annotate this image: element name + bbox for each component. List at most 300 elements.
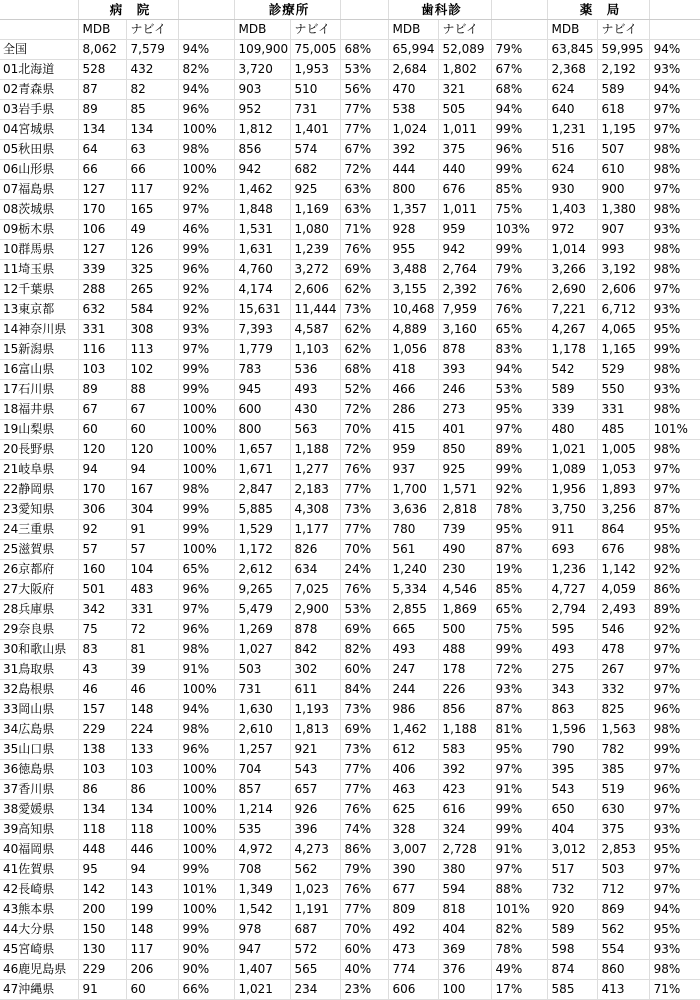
pharmacy-ratio-cell: 97% bbox=[649, 880, 700, 900]
clinic-ratio-cell: 73% bbox=[340, 500, 388, 520]
hospital-ratio-cell: 100% bbox=[178, 760, 234, 780]
dental-mdb-cell: 1,240 bbox=[388, 560, 438, 580]
pharmacy-navii-cell: 332 bbox=[597, 680, 649, 700]
pharmacy-navii-cell: 1,165 bbox=[597, 340, 649, 360]
dental-mdb-cell: 986 bbox=[388, 700, 438, 720]
hospital-mdb-cell: 501 bbox=[78, 580, 126, 600]
hospital-navii-cell: 120 bbox=[126, 440, 178, 460]
dental-ratio-cell: 103% bbox=[491, 220, 547, 240]
hospital-navii-cell: 91 bbox=[126, 520, 178, 540]
dental-ratio-cell: 49% bbox=[491, 960, 547, 980]
table-row bbox=[0, 980, 700, 1000]
clinic-mdb-cell: 4,972 bbox=[234, 840, 290, 860]
dental-navii-cell: 1,011 bbox=[438, 120, 491, 140]
pharmacy-navii-cell: 550 bbox=[597, 380, 649, 400]
pharmacy-ratio-cell: 93% bbox=[649, 300, 700, 320]
clinic-ratio-cell: 63% bbox=[340, 200, 388, 220]
hospital-mdb-cell: 91 bbox=[78, 980, 126, 1000]
dental-mdb-cell: 3,636 bbox=[388, 500, 438, 520]
subheader-navii: ナビイ bbox=[597, 20, 649, 40]
table-row bbox=[0, 760, 700, 780]
clinic-ratio-cell: 77% bbox=[340, 120, 388, 140]
pharmacy-ratio-cell: 98% bbox=[649, 720, 700, 740]
subheader-mdb: MDB bbox=[388, 20, 438, 40]
hospital-mdb-cell: 170 bbox=[78, 200, 126, 220]
prefecture-cell: 10群馬県 bbox=[0, 240, 78, 260]
prefecture-cell: 41佐賀県 bbox=[0, 860, 78, 880]
table-row bbox=[0, 580, 700, 600]
hospital-mdb-cell: 95 bbox=[78, 860, 126, 880]
table-row bbox=[0, 700, 700, 720]
hospital-ratio-cell: 100% bbox=[178, 420, 234, 440]
dental-ratio-cell: 91% bbox=[491, 780, 547, 800]
dental-ratio-cell: 76% bbox=[491, 280, 547, 300]
pharmacy-ratio-cell: 97% bbox=[649, 180, 700, 200]
pharmacy-ratio-cell: 97% bbox=[649, 860, 700, 880]
dental-ratio-cell: 99% bbox=[491, 800, 547, 820]
prefecture-cell: 20長野県 bbox=[0, 440, 78, 460]
dental-mdb-cell: 392 bbox=[388, 140, 438, 160]
dental-ratio-cell: 99% bbox=[491, 160, 547, 180]
hospital-navii-cell: 7,579 bbox=[126, 40, 178, 60]
dental-navii-cell: 2,764 bbox=[438, 260, 491, 280]
dental-mdb-cell: 1,024 bbox=[388, 120, 438, 140]
hospital-navii-cell: 86 bbox=[126, 780, 178, 800]
clinic-navii-cell: 1,191 bbox=[290, 900, 340, 920]
dental-ratio-cell: 94% bbox=[491, 100, 547, 120]
pharmacy-ratio-cell: 97% bbox=[649, 680, 700, 700]
pharmacy-navii-cell: 503 bbox=[597, 860, 649, 880]
pharmacy-mdb-cell: 1,403 bbox=[547, 200, 597, 220]
clinic-ratio-cell: 79% bbox=[340, 860, 388, 880]
dental-navii-cell: 4,546 bbox=[438, 580, 491, 600]
clinic-mdb-cell: 1,542 bbox=[234, 900, 290, 920]
clinic-ratio-cell: 76% bbox=[340, 240, 388, 260]
hospital-ratio-cell: 98% bbox=[178, 640, 234, 660]
prefecture-cell: 33岡山県 bbox=[0, 700, 78, 720]
clinic-ratio-cell: 67% bbox=[340, 140, 388, 160]
table-row bbox=[0, 920, 700, 940]
clinic-mdb-cell: 856 bbox=[234, 140, 290, 160]
clinic-navii-cell: 572 bbox=[290, 940, 340, 960]
hospital-ratio-cell: 100% bbox=[178, 820, 234, 840]
dental-ratio-cell: 99% bbox=[491, 820, 547, 840]
clinic-mdb-cell: 1,848 bbox=[234, 200, 290, 220]
hospital-navii-cell: 81 bbox=[126, 640, 178, 660]
hospital-navii-cell: 143 bbox=[126, 880, 178, 900]
dental-ratio-cell: 79% bbox=[491, 40, 547, 60]
dental-ratio-cell: 78% bbox=[491, 940, 547, 960]
dental-mdb-cell: 492 bbox=[388, 920, 438, 940]
table-row bbox=[0, 660, 700, 680]
dental-mdb-cell: 561 bbox=[388, 540, 438, 560]
pharmacy-navii-cell: 1,005 bbox=[597, 440, 649, 460]
clinic-ratio-cell: 24% bbox=[340, 560, 388, 580]
hospital-navii-cell: 63 bbox=[126, 140, 178, 160]
hospital-navii-cell: 72 bbox=[126, 620, 178, 640]
dental-ratio-cell: 81% bbox=[491, 720, 547, 740]
pharmacy-ratio-cell: 98% bbox=[649, 260, 700, 280]
dental-mdb-cell: 65,994 bbox=[388, 40, 438, 60]
group-header-clinic: 診療所 bbox=[234, 0, 340, 20]
hospital-navii-cell: 39 bbox=[126, 660, 178, 680]
dental-navii-cell: 226 bbox=[438, 680, 491, 700]
pharmacy-navii-cell: 478 bbox=[597, 640, 649, 660]
dental-navii-cell: 942 bbox=[438, 240, 491, 260]
hospital-mdb-cell: 106 bbox=[78, 220, 126, 240]
prefecture-cell: 35山口県 bbox=[0, 740, 78, 760]
clinic-mdb-cell: 535 bbox=[234, 820, 290, 840]
pharmacy-mdb-cell: 2,690 bbox=[547, 280, 597, 300]
hospital-ratio-cell: 46% bbox=[178, 220, 234, 240]
dental-mdb-cell: 2,855 bbox=[388, 600, 438, 620]
pharmacy-navii-cell: 507 bbox=[597, 140, 649, 160]
hospital-mdb-cell: 66 bbox=[78, 160, 126, 180]
clinic-navii-cell: 3,272 bbox=[290, 260, 340, 280]
dental-mdb-cell: 780 bbox=[388, 520, 438, 540]
clinic-mdb-cell: 1,257 bbox=[234, 740, 290, 760]
hospital-ratio-cell: 99% bbox=[178, 380, 234, 400]
pharmacy-ratio-cell: 94% bbox=[649, 80, 700, 100]
clinic-navii-cell: 2,606 bbox=[290, 280, 340, 300]
hospital-navii-cell: 57 bbox=[126, 540, 178, 560]
clinic-mdb-cell: 1,021 bbox=[234, 980, 290, 1000]
pharmacy-ratio-cell: 98% bbox=[649, 200, 700, 220]
dental-mdb-cell: 625 bbox=[388, 800, 438, 820]
pharmacy-navii-cell: 869 bbox=[597, 900, 649, 920]
hospital-mdb-cell: 134 bbox=[78, 120, 126, 140]
hospital-mdb-cell: 306 bbox=[78, 500, 126, 520]
dental-ratio-cell: 96% bbox=[491, 140, 547, 160]
clinic-ratio-cell: 74% bbox=[340, 820, 388, 840]
clinic-ratio-cell: 72% bbox=[340, 160, 388, 180]
pharmacy-mdb-cell: 1,014 bbox=[547, 240, 597, 260]
dental-mdb-cell: 247 bbox=[388, 660, 438, 680]
hospital-mdb-cell: 120 bbox=[78, 440, 126, 460]
hospital-mdb-cell: 150 bbox=[78, 920, 126, 940]
pharmacy-ratio-cell: 96% bbox=[649, 780, 700, 800]
prefecture-cell: 24三重県 bbox=[0, 520, 78, 540]
prefecture-cell: 21岐阜県 bbox=[0, 460, 78, 480]
clinic-mdb-cell: 5,479 bbox=[234, 600, 290, 620]
dental-mdb-cell: 390 bbox=[388, 860, 438, 880]
table-row bbox=[0, 500, 700, 520]
pharmacy-mdb-cell: 624 bbox=[547, 160, 597, 180]
pharmacy-ratio-cell: 97% bbox=[649, 760, 700, 780]
dental-navii-cell: 583 bbox=[438, 740, 491, 760]
prefecture-cell: 32島根県 bbox=[0, 680, 78, 700]
pharmacy-navii-cell: 2,606 bbox=[597, 280, 649, 300]
clinic-ratio-cell: 60% bbox=[340, 940, 388, 960]
prefecture-cell: 36徳島県 bbox=[0, 760, 78, 780]
hospital-mdb-cell: 127 bbox=[78, 180, 126, 200]
dental-mdb-cell: 538 bbox=[388, 100, 438, 120]
dental-ratio-cell: 89% bbox=[491, 440, 547, 460]
hospital-ratio-cell: 100% bbox=[178, 840, 234, 860]
hospital-ratio-cell: 66% bbox=[178, 980, 234, 1000]
table-row bbox=[0, 960, 700, 980]
pharmacy-navii-cell: 900 bbox=[597, 180, 649, 200]
dental-mdb-cell: 1,462 bbox=[388, 720, 438, 740]
clinic-mdb-cell: 800 bbox=[234, 420, 290, 440]
hospital-ratio-cell: 94% bbox=[178, 80, 234, 100]
table-row bbox=[0, 140, 700, 160]
clinic-ratio-cell: 72% bbox=[340, 440, 388, 460]
hospital-mdb-cell: 200 bbox=[78, 900, 126, 920]
clinic-ratio-cell: 70% bbox=[340, 420, 388, 440]
hospital-mdb-cell: 448 bbox=[78, 840, 126, 860]
prefecture-cell: 04宮城県 bbox=[0, 120, 78, 140]
prefecture-cell: 14神奈川県 bbox=[0, 320, 78, 340]
dental-ratio-cell: 78% bbox=[491, 500, 547, 520]
hospital-ratio-cell: 99% bbox=[178, 860, 234, 880]
pharmacy-navii-cell: 610 bbox=[597, 160, 649, 180]
pharmacy-mdb-cell: 911 bbox=[547, 520, 597, 540]
clinic-ratio-cell: 72% bbox=[340, 400, 388, 420]
clinic-navii-cell: 687 bbox=[290, 920, 340, 940]
clinic-ratio-cell: 56% bbox=[340, 80, 388, 100]
pharmacy-mdb-cell: 1,236 bbox=[547, 560, 597, 580]
table-row bbox=[0, 780, 700, 800]
pharmacy-ratio-cell: 95% bbox=[649, 320, 700, 340]
hospital-navii-cell: 483 bbox=[126, 580, 178, 600]
clinic-navii-cell: 536 bbox=[290, 360, 340, 380]
clinic-navii-cell: 611 bbox=[290, 680, 340, 700]
clinic-mdb-cell: 9,265 bbox=[234, 580, 290, 600]
clinic-navii-cell: 510 bbox=[290, 80, 340, 100]
clinic-navii-cell: 2,900 bbox=[290, 600, 340, 620]
prefecture-cell: 19山梨県 bbox=[0, 420, 78, 440]
clinic-mdb-cell: 1,630 bbox=[234, 700, 290, 720]
hospital-ratio-cell: 100% bbox=[178, 460, 234, 480]
pharmacy-mdb-cell: 343 bbox=[547, 680, 597, 700]
prefecture-cell: 42長崎県 bbox=[0, 880, 78, 900]
clinic-navii-cell: 1,193 bbox=[290, 700, 340, 720]
clinic-mdb-cell: 1,172 bbox=[234, 540, 290, 560]
dental-navii-cell: 393 bbox=[438, 360, 491, 380]
pharmacy-mdb-cell: 1,021 bbox=[547, 440, 597, 460]
hospital-mdb-cell: 632 bbox=[78, 300, 126, 320]
clinic-ratio-cell: 73% bbox=[340, 700, 388, 720]
hospital-mdb-cell: 229 bbox=[78, 960, 126, 980]
clinic-mdb-cell: 952 bbox=[234, 100, 290, 120]
pharmacy-navii-cell: 1,195 bbox=[597, 120, 649, 140]
dental-ratio-cell: 94% bbox=[491, 360, 547, 380]
subheader-navii: ナビイ bbox=[290, 20, 340, 40]
pharmacy-mdb-cell: 930 bbox=[547, 180, 597, 200]
hospital-mdb-cell: 83 bbox=[78, 640, 126, 660]
clinic-navii-cell: 493 bbox=[290, 380, 340, 400]
pharmacy-navii-cell: 860 bbox=[597, 960, 649, 980]
table-row bbox=[0, 200, 700, 220]
hospital-ratio-cell: 100% bbox=[178, 160, 234, 180]
clinic-mdb-cell: 1,531 bbox=[234, 220, 290, 240]
hospital-navii-cell: 49 bbox=[126, 220, 178, 240]
dental-mdb-cell: 612 bbox=[388, 740, 438, 760]
dental-ratio-cell: 53% bbox=[491, 380, 547, 400]
table-row bbox=[0, 160, 700, 180]
pharmacy-ratio-cell: 97% bbox=[649, 120, 700, 140]
hospital-navii-cell: 308 bbox=[126, 320, 178, 340]
dental-navii-cell: 392 bbox=[438, 760, 491, 780]
pharmacy-ratio-cell: 98% bbox=[649, 960, 700, 980]
clinic-mdb-cell: 5,885 bbox=[234, 500, 290, 520]
pharmacy-navii-cell: 554 bbox=[597, 940, 649, 960]
dental-mdb-cell: 3,007 bbox=[388, 840, 438, 860]
hospital-mdb-cell: 528 bbox=[78, 60, 126, 80]
hospital-ratio-cell: 100% bbox=[178, 780, 234, 800]
clinic-mdb-cell: 109,900 bbox=[234, 40, 290, 60]
hospital-navii-cell: 224 bbox=[126, 720, 178, 740]
clinic-mdb-cell: 1,671 bbox=[234, 460, 290, 480]
spacer-cell bbox=[178, 0, 234, 20]
dental-mdb-cell: 959 bbox=[388, 440, 438, 460]
hospital-ratio-cell: 90% bbox=[178, 940, 234, 960]
hospital-navii-cell: 165 bbox=[126, 200, 178, 220]
prefecture-cell: 30和歌山県 bbox=[0, 640, 78, 660]
hospital-mdb-cell: 60 bbox=[78, 420, 126, 440]
pharmacy-navii-cell: 331 bbox=[597, 400, 649, 420]
dental-mdb-cell: 809 bbox=[388, 900, 438, 920]
hospital-navii-cell: 60 bbox=[126, 980, 178, 1000]
prefecture-cell: 31鳥取県 bbox=[0, 660, 78, 680]
clinic-navii-cell: 1,177 bbox=[290, 520, 340, 540]
hospital-mdb-cell: 134 bbox=[78, 800, 126, 820]
clinic-ratio-cell: 63% bbox=[340, 180, 388, 200]
hospital-navii-cell: 88 bbox=[126, 380, 178, 400]
hospital-navii-cell: 134 bbox=[126, 800, 178, 820]
prefecture-cell: 34広島県 bbox=[0, 720, 78, 740]
clinic-ratio-cell: 69% bbox=[340, 620, 388, 640]
hospital-mdb-cell: 170 bbox=[78, 480, 126, 500]
pharmacy-mdb-cell: 589 bbox=[547, 380, 597, 400]
table-row bbox=[0, 540, 700, 560]
dental-navii-cell: 3,160 bbox=[438, 320, 491, 340]
pharmacy-ratio-cell: 101% bbox=[649, 420, 700, 440]
hospital-ratio-cell: 99% bbox=[178, 500, 234, 520]
pharmacy-ratio-cell: 97% bbox=[649, 480, 700, 500]
dental-ratio-cell: 95% bbox=[491, 520, 547, 540]
dental-navii-cell: 1,571 bbox=[438, 480, 491, 500]
pharmacy-navii-cell: 676 bbox=[597, 540, 649, 560]
clinic-navii-cell: 563 bbox=[290, 420, 340, 440]
pharmacy-navii-cell: 562 bbox=[597, 920, 649, 940]
hospital-navii-cell: 66 bbox=[126, 160, 178, 180]
clinic-mdb-cell: 978 bbox=[234, 920, 290, 940]
hospital-ratio-cell: 92% bbox=[178, 280, 234, 300]
hospital-mdb-cell: 288 bbox=[78, 280, 126, 300]
pharmacy-ratio-cell: 97% bbox=[649, 100, 700, 120]
pharmacy-mdb-cell: 543 bbox=[547, 780, 597, 800]
table-row bbox=[0, 860, 700, 880]
pharmacy-navii-cell: 907 bbox=[597, 220, 649, 240]
prefecture-cell: 46鹿児島県 bbox=[0, 960, 78, 980]
table-row bbox=[0, 320, 700, 340]
hospital-ratio-cell: 92% bbox=[178, 180, 234, 200]
clinic-navii-cell: 1,103 bbox=[290, 340, 340, 360]
clinic-ratio-cell: 53% bbox=[340, 600, 388, 620]
table-row bbox=[0, 600, 700, 620]
hospital-mdb-cell: 118 bbox=[78, 820, 126, 840]
clinic-navii-cell: 926 bbox=[290, 800, 340, 820]
dental-navii-cell: 423 bbox=[438, 780, 491, 800]
hospital-navii-cell: 167 bbox=[126, 480, 178, 500]
dental-navii-cell: 380 bbox=[438, 860, 491, 880]
hospital-ratio-cell: 100% bbox=[178, 120, 234, 140]
prefecture-cell: 06山形県 bbox=[0, 160, 78, 180]
clinic-navii-cell: 574 bbox=[290, 140, 340, 160]
pharmacy-navii-cell: 825 bbox=[597, 700, 649, 720]
clinic-ratio-cell: 77% bbox=[340, 760, 388, 780]
pharmacy-ratio-cell: 98% bbox=[649, 400, 700, 420]
pharmacy-navii-cell: 546 bbox=[597, 620, 649, 640]
pharmacy-navii-cell: 413 bbox=[597, 980, 649, 1000]
clinic-navii-cell: 682 bbox=[290, 160, 340, 180]
clinic-navii-cell: 11,444 bbox=[290, 300, 340, 320]
clinic-mdb-cell: 857 bbox=[234, 780, 290, 800]
hospital-navii-cell: 331 bbox=[126, 600, 178, 620]
dental-navii-cell: 321 bbox=[438, 80, 491, 100]
clinic-mdb-cell: 1,269 bbox=[234, 620, 290, 640]
table-row bbox=[0, 260, 700, 280]
dental-ratio-cell: 99% bbox=[491, 460, 547, 480]
pharmacy-ratio-cell: 89% bbox=[649, 600, 700, 620]
hospital-navii-cell: 446 bbox=[126, 840, 178, 860]
hospital-navii-cell: 126 bbox=[126, 240, 178, 260]
dental-mdb-cell: 955 bbox=[388, 240, 438, 260]
dental-navii-cell: 2,728 bbox=[438, 840, 491, 860]
pharmacy-mdb-cell: 598 bbox=[547, 940, 597, 960]
pharmacy-ratio-cell: 98% bbox=[649, 240, 700, 260]
hospital-ratio-cell: 96% bbox=[178, 620, 234, 640]
hospital-mdb-cell: 67 bbox=[78, 400, 126, 420]
clinic-mdb-cell: 1,529 bbox=[234, 520, 290, 540]
clinic-ratio-cell: 77% bbox=[340, 100, 388, 120]
prefecture-cell: 47沖縄県 bbox=[0, 980, 78, 1000]
clinic-navii-cell: 826 bbox=[290, 540, 340, 560]
group-header-hospital: 病 院 bbox=[78, 0, 178, 20]
hospital-mdb-cell: 339 bbox=[78, 260, 126, 280]
table-row bbox=[0, 420, 700, 440]
pharmacy-mdb-cell: 589 bbox=[547, 920, 597, 940]
hospital-mdb-cell: 342 bbox=[78, 600, 126, 620]
table-row bbox=[0, 880, 700, 900]
pharmacy-mdb-cell: 517 bbox=[547, 860, 597, 880]
pharmacy-ratio-cell: 93% bbox=[649, 940, 700, 960]
clinic-ratio-cell: 86% bbox=[340, 840, 388, 860]
clinic-navii-cell: 925 bbox=[290, 180, 340, 200]
dental-mdb-cell: 1,700 bbox=[388, 480, 438, 500]
hospital-ratio-cell: 98% bbox=[178, 480, 234, 500]
clinic-navii-cell: 565 bbox=[290, 960, 340, 980]
pharmacy-ratio-cell: 97% bbox=[649, 280, 700, 300]
hospital-mdb-cell: 103 bbox=[78, 760, 126, 780]
pharmacy-navii-cell: 864 bbox=[597, 520, 649, 540]
table-row bbox=[0, 300, 700, 320]
hospital-navii-cell: 60 bbox=[126, 420, 178, 440]
pharmacy-ratio-cell: 92% bbox=[649, 560, 700, 580]
prefecture-cell: 02青森県 bbox=[0, 80, 78, 100]
pharmacy-mdb-cell: 1,231 bbox=[547, 120, 597, 140]
hospital-ratio-cell: 99% bbox=[178, 240, 234, 260]
table-row bbox=[0, 440, 700, 460]
table-row bbox=[0, 380, 700, 400]
pharmacy-mdb-cell: 275 bbox=[547, 660, 597, 680]
hospital-navii-cell: 103 bbox=[126, 760, 178, 780]
dental-ratio-cell: 75% bbox=[491, 200, 547, 220]
subheader-mdb: MDB bbox=[547, 20, 597, 40]
clinic-ratio-cell: 82% bbox=[340, 640, 388, 660]
